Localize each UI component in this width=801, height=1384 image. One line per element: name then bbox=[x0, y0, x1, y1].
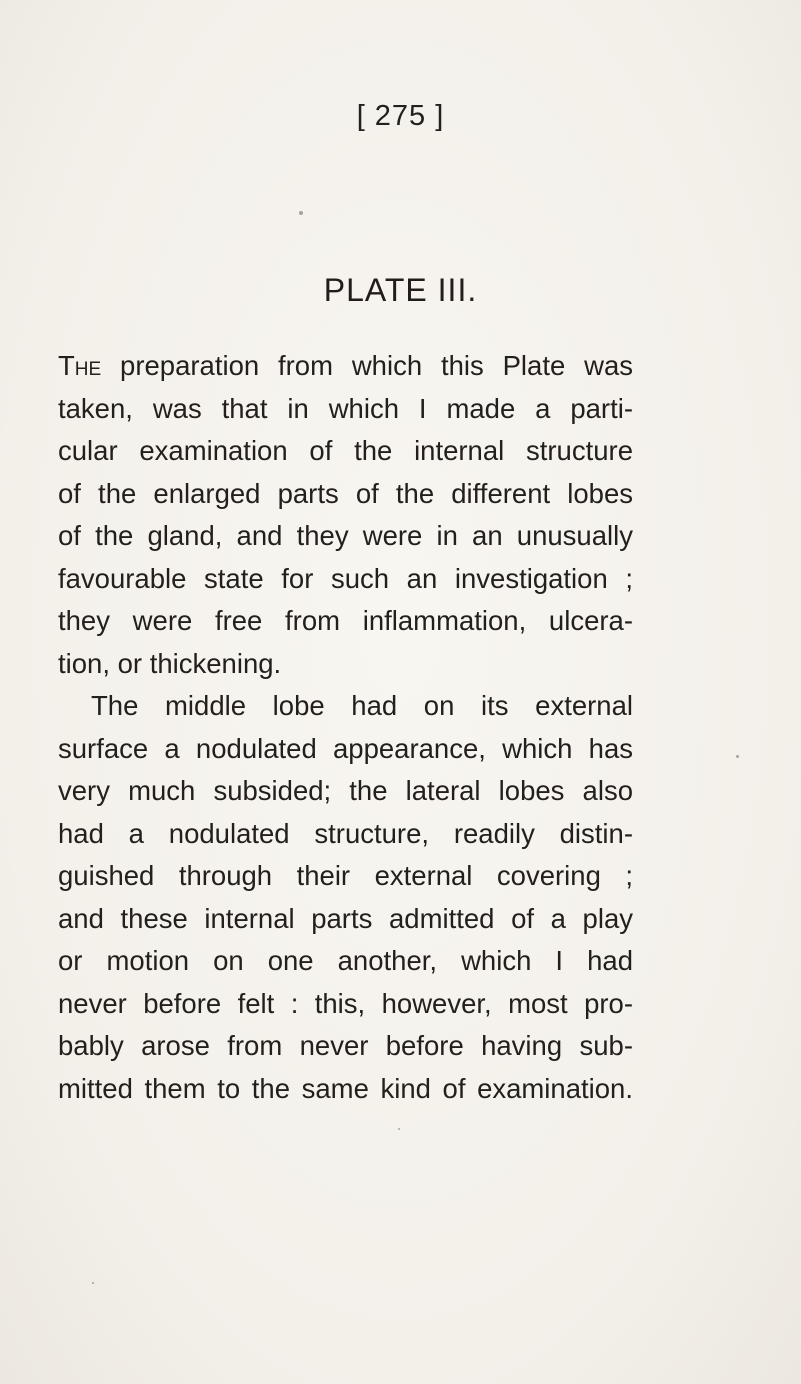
page-number: [ 275 ] bbox=[356, 100, 445, 132]
text-line-12: had a nodulated structure, readily distin- bbox=[58, 817, 633, 849]
text-line-1-rest: preparation from which this Plate was bbox=[101, 350, 633, 381]
text-line-6: favourable state for such an investigation ; bbox=[58, 562, 633, 594]
plate-title: PLATE III. bbox=[323, 272, 478, 308]
paper-speck bbox=[92, 1282, 94, 1284]
body-paragraphs bbox=[58, 345, 633, 1110]
text-line-10: surface a nodulated appearance, which has bbox=[58, 732, 633, 764]
paper-speck bbox=[299, 211, 303, 215]
text-line-3: cular examination of the internal structure bbox=[58, 435, 633, 466]
text-line-16: never before felt : this, however, most pro- bbox=[58, 987, 633, 1019]
text-line-14: and these internal parts admitted of a play bbox=[58, 902, 633, 934]
text-line-17: bably arose from never before having sub- bbox=[58, 1030, 633, 1061]
text-line-2: taken, was that in which I made a parti- bbox=[58, 392, 633, 424]
text-line-15: or motion on one another, which I had bbox=[58, 945, 633, 976]
text-line-11: very much subsided; the lateral lobes also bbox=[58, 775, 633, 806]
text-line-7: they were free from inflammation, ulcera- bbox=[58, 605, 633, 636]
text-line-13: guished through their external covering ; bbox=[58, 860, 633, 891]
text-line-5: of the gland, and they were in an unusually bbox=[58, 520, 633, 551]
text-line-8: tion, or thickening. bbox=[58, 647, 282, 679]
paper-speck bbox=[736, 755, 739, 758]
text-line-18: mitted them to the same kind of examination. bbox=[58, 1072, 633, 1104]
text-line-9: The middle lobe had on its external bbox=[91, 690, 633, 721]
text-line-1 bbox=[58, 345, 633, 388]
text-line-4: of the enlarged parts of the different lobes bbox=[58, 477, 633, 509]
drop-word: The bbox=[58, 350, 102, 381]
paper-speck bbox=[398, 1128, 400, 1130]
